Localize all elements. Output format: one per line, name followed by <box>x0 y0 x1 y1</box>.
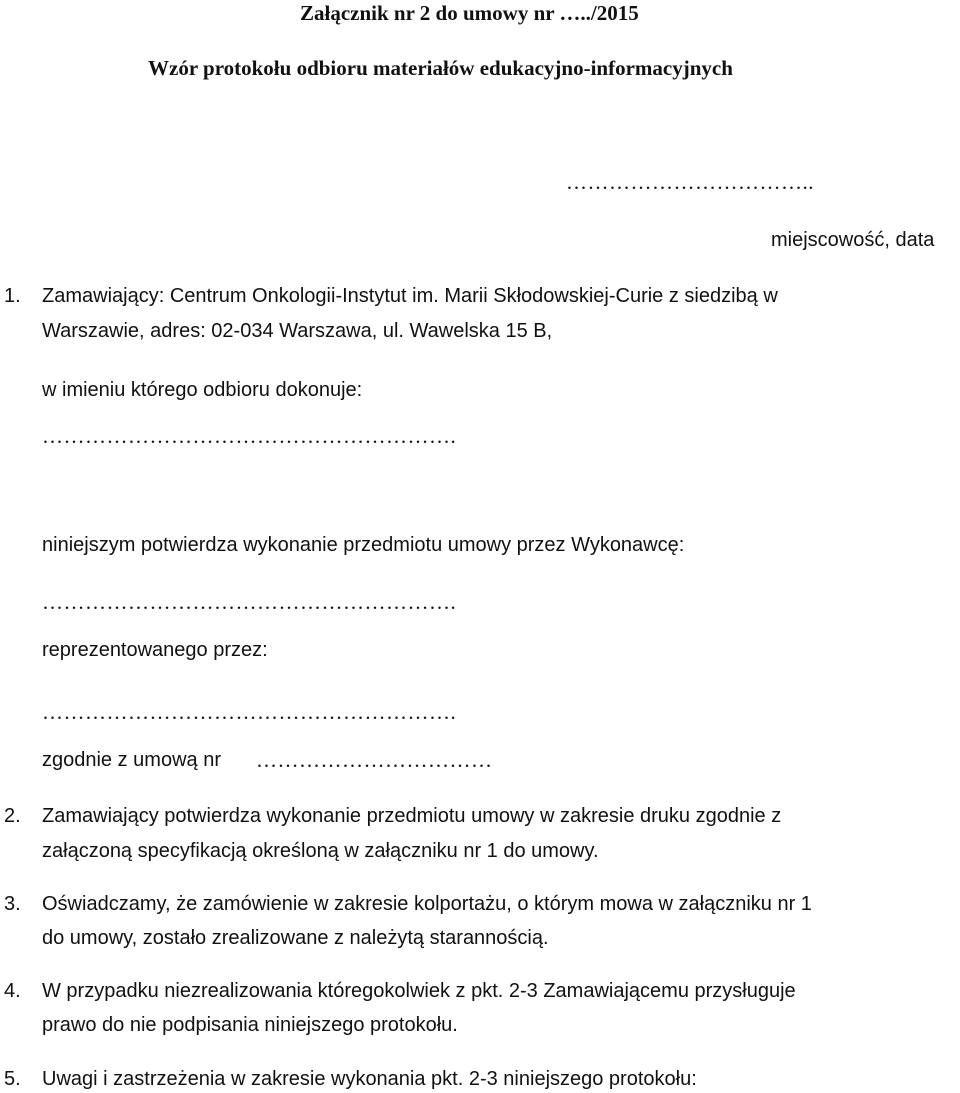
contractor-blank: …………………………………………………. <box>42 590 457 614</box>
confirmation-text: niniejszym potwierdza wykonanie przedmiotu umowy przez Wykonawcę: <box>42 534 685 556</box>
section-2-line-2: załączoną specyfikacją określoną w załączniku nr 1 do umowy. <box>42 840 599 862</box>
receiver-blank: …………………………………………………. <box>42 424 457 448</box>
section-5-line-1: Uwagi i zastrzeżenia w zakresie wykonania pkt. 2-3 niniejszego protokołu: <box>42 1068 697 1090</box>
section-3-line-1: Oświadczamy, że zamówienie w zakresie kolportażu, o którym mowa w załączniku nr 1 <box>42 893 812 915</box>
section-1-number: 1. <box>4 285 21 307</box>
document-subtitle: Wzór protokołu odbioru materiałów edukacyjno-informacyjnych <box>148 56 733 80</box>
place-date-label: miejscowość, data <box>771 229 935 251</box>
section-1-line-1: Zamawiający: Centrum Onkologii-Instytut im. Marii Skłodowskiej-Curie z siedzibą w <box>42 285 778 307</box>
agreement-number-blank: …………………………… <box>256 748 493 772</box>
place-date-blank: …………………………….. <box>566 170 814 194</box>
document-title: Załącznik nr 2 do umowy nr …../2015 <box>300 1 639 25</box>
section-3-number: 3. <box>4 893 21 915</box>
section-4-line-2: prawo do nie podpisania niniejszego protokołu. <box>42 1014 458 1036</box>
section-1-line-2: Warszawie, adres: 02-034 Warszawa, ul. Wawelska 15 B, <box>42 320 553 342</box>
section-4-number: 4. <box>4 980 21 1002</box>
representative-blank: …………………………………………………. <box>42 700 457 724</box>
section-3-line-2: do umowy, zostało zrealizowane z należytą starannością. <box>42 927 549 949</box>
section-2-line-1: Zamawiający potwierdza wykonanie przedmiotu umowy w zakresie druku zgodnie z <box>42 805 782 827</box>
section-1-line-3: w imieniu którego odbioru dokonuje: <box>42 379 363 401</box>
represented-by-label: reprezentowanego przez: <box>42 639 268 661</box>
section-4-line-1: W przypadku niezrealizowania któregokolwiek z pkt. 2-3 Zamawiającemu przysługuje <box>42 980 796 1002</box>
section-2-number: 2. <box>4 805 21 827</box>
section-5-number: 5. <box>4 1068 21 1090</box>
agreement-label: zgodnie z umową nr <box>42 749 221 771</box>
